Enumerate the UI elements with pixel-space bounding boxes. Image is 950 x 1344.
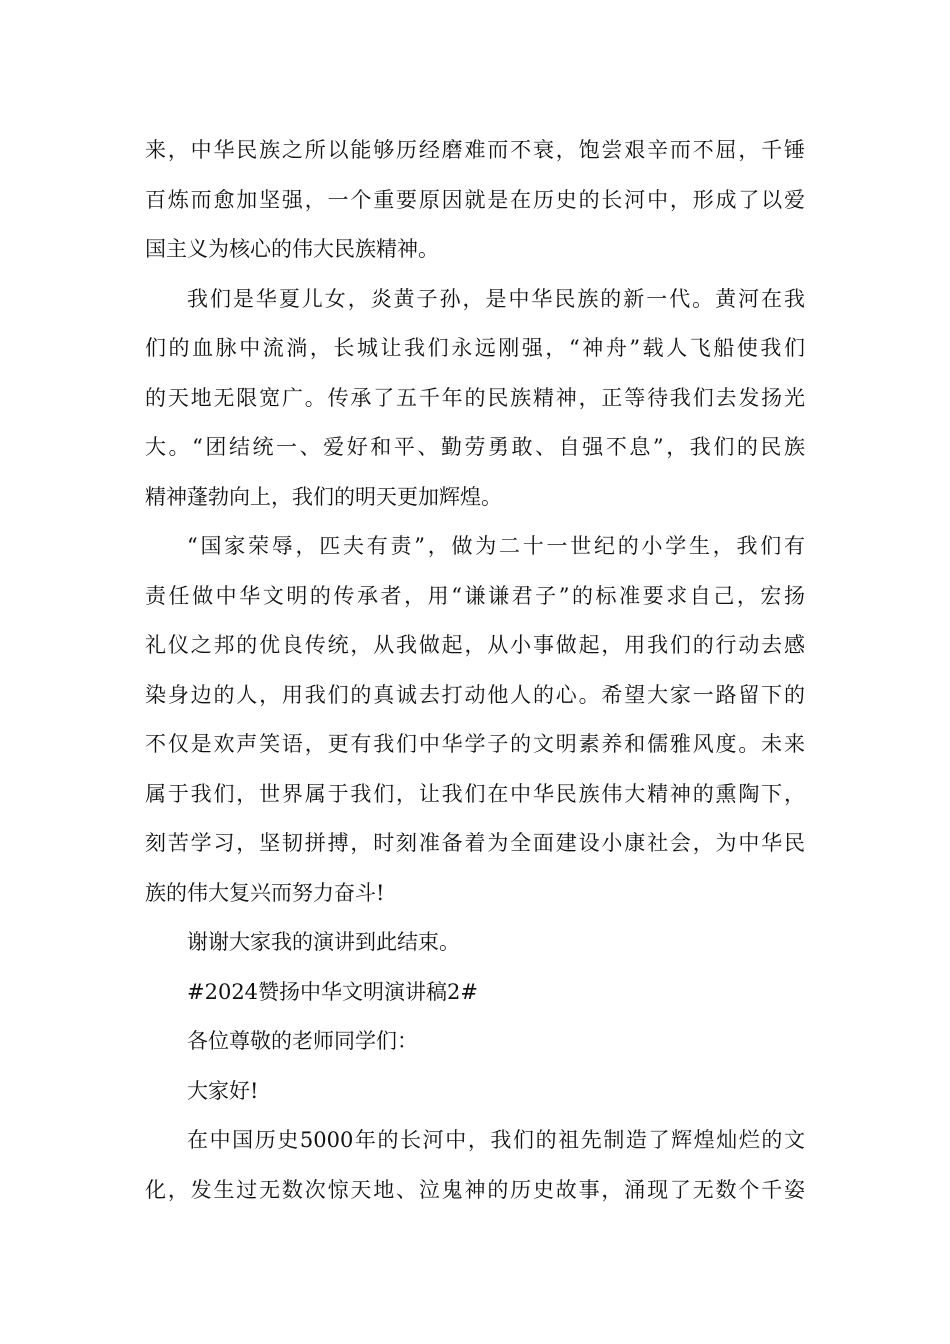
- text-line: 不仅是欢声笑语，更有我们中华学子的文明素养和儒雅风度。未来: [145, 732, 805, 756]
- text-line: 精神蓬勃向上，我们的明天更加辉煌。: [145, 484, 502, 509]
- text-line: 各位尊敬的老师同学们：: [187, 1029, 418, 1053]
- text-line: “国家荣辱，匹夫有责”，做为二十一世纪的小学生，我们有: [187, 534, 805, 558]
- text-line: 化，发生过无数次惊天地、泣鬼神的历史故事，涌现了无数个千姿: [145, 1177, 805, 1202]
- text-line: 们的血脉中流淌，长城让我们永远刚强，“神舟”载人飞船使我们: [145, 336, 805, 360]
- text-line: 来，中华民族之所以能够历经磨难而不衰，饱尝艰辛而不屈，千锤: [145, 138, 805, 162]
- text-line: 族的伟大复兴而努力奋斗!: [145, 880, 385, 905]
- text-line: 属于我们，世界属于我们，让我们在中华民族伟大精神的熏陶下，: [145, 781, 805, 806]
- text-line: 我们是华夏儿女，炎黄子孙，是中华民族的新一代。黄河在我: [187, 286, 805, 311]
- text-line: 在中国历史5000年的长河中，我们的祖先制造了辉煌灿烂的文: [187, 1128, 805, 1152]
- text-line: 国主义为核心的伟大民族精神。: [145, 237, 439, 261]
- text-line: 大。“团结统一、爱好和平、勤劳勇敢、自强不息”，我们的民族: [145, 435, 805, 459]
- text-line: 的天地无限宽广。传承了五千年的民族精神，正等待我们去发扬光: [145, 385, 805, 410]
- text-line: 刻苦学习，坚韧拼搏，时刻准备着为全面建设小康社会，为中华民: [145, 831, 805, 855]
- document-body: [145, 126, 805, 1215]
- text-line: 染身边的人，用我们的真诚去打动他人的心。希望大家一路留下的: [145, 682, 805, 707]
- text-line: 谢谢大家我的演讲到此结束。: [187, 930, 460, 954]
- text-line: 礼仪之邦的优良传统，从我做起，从小事做起，用我们的行动去感: [145, 633, 805, 657]
- text-line: #2024赞扬中华文明演讲稿2#: [187, 979, 478, 1004]
- text-line: 百炼而愈加坚强，一个重要原因就是在历史的长河中，形成了以爱: [145, 187, 805, 212]
- text-line: 责任做中华文明的传承者，用“谦谦君子”的标准要求自己，宏扬: [145, 583, 805, 608]
- text-line: 大家好!: [187, 1078, 259, 1103]
